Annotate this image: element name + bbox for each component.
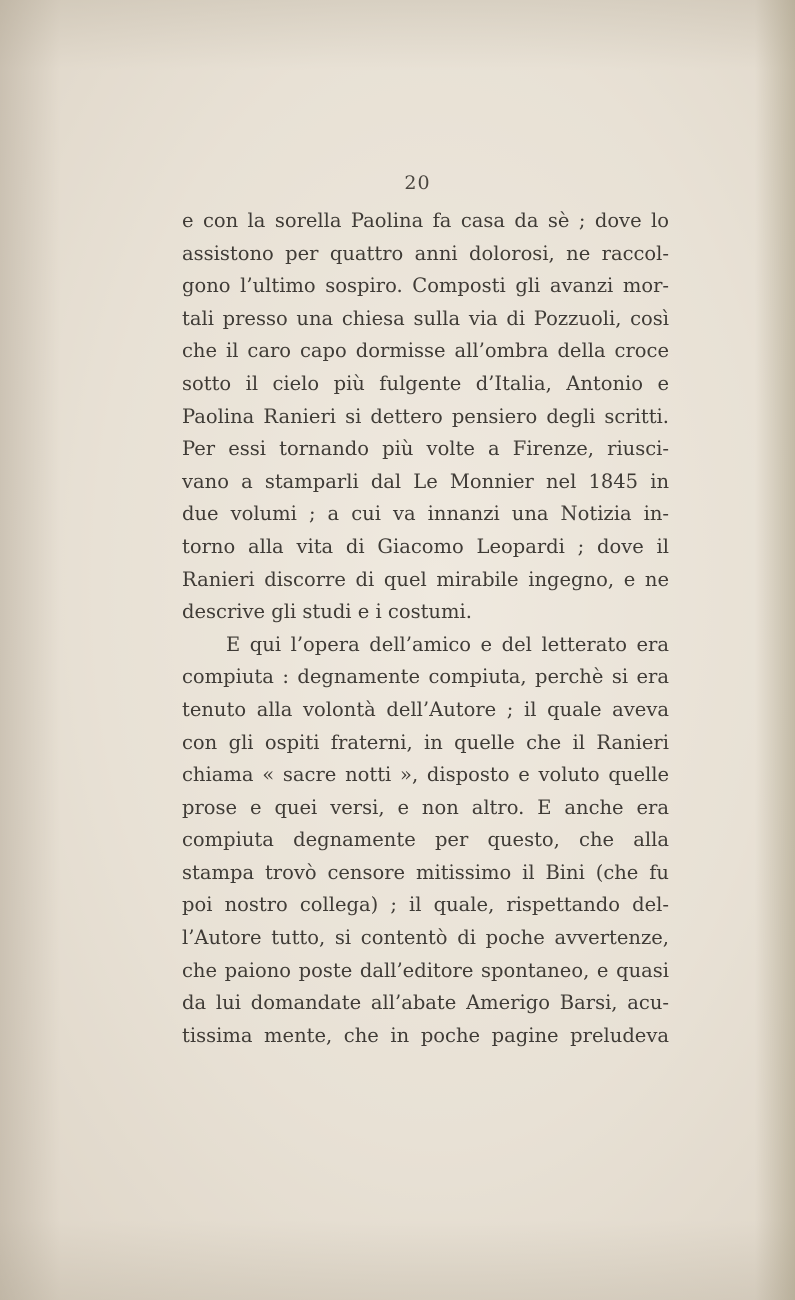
text-line: prose e quei versi, e non altro. E anche era xyxy=(182,795,669,819)
text-line: con gli ospiti fraterni, in quelle che il Ranieri xyxy=(182,730,669,754)
text-line: Per essi tornando più volte a Firenze, riusci- xyxy=(182,437,669,461)
text-line: compiuta degnamente per questo, che alla xyxy=(182,828,669,852)
text-line: descrive gli studi e i costumi. xyxy=(182,600,472,624)
text-line: l’Autore tutto, si contentò di poche avvertenze, xyxy=(182,926,669,950)
text-line: sotto il cielo più fulgente d’Italia, Antonio e xyxy=(182,371,669,395)
text-line: chiama « sacre notti », disposto e voluto quelle xyxy=(182,763,669,787)
text-line: e con la sorella Paolina fa casa da sè ; dove lo xyxy=(182,209,669,232)
body-text xyxy=(182,205,669,1052)
text-line: compiuta : degnamente compiuta, perchè si era xyxy=(182,665,669,689)
text-line: tissima mente, che in poche pagine preludeva xyxy=(182,1023,669,1047)
text-line: gono l’ultimo sospiro. Composti gli avanzi mor- xyxy=(182,274,669,298)
text-line: tali presso una chiesa sulla via di Pozzuoli, così xyxy=(182,306,669,330)
text-line: da lui domandate all’abate Amerigo Barsi, acu- xyxy=(182,991,669,1015)
page-edge-shadow-top xyxy=(0,0,795,70)
text-line: due volumi ; a cui va innanzi una Notizia in- xyxy=(182,502,669,526)
page-edge-shadow-bottom xyxy=(0,1220,795,1300)
text-line: tenuto alla volontà dell’Autore ; il quale aveva xyxy=(182,697,669,721)
page-edge-shadow-left xyxy=(0,0,60,1300)
page-edge-shadow-right xyxy=(755,0,795,1300)
text-line: poi nostro collega) ; il quale, rispettando del- xyxy=(182,893,669,917)
text-line: Ranieri discorre di quel mirabile ingegno, e ne xyxy=(182,567,669,591)
text-line-paragraph-start: E qui l’opera dell’amico e del letterato era xyxy=(226,632,669,656)
text-line: Paolina Ranieri si dettero pensiero degli scritti. xyxy=(182,404,669,428)
text-line: torno alla vita di Giacomo Leopardi ; dove il xyxy=(182,534,669,558)
text-line: stampa trovò censore mitissimo il Bini (che fu xyxy=(182,860,669,884)
text-line: che paiono poste dall’editore spontaneo, e quasi xyxy=(182,958,669,982)
text-line: assistono per quattro anni dolorosi, ne raccol- xyxy=(182,241,669,265)
text-line: vano a stamparli dal Le Monnier nel 1845 in xyxy=(182,469,669,493)
page-number: 20 xyxy=(404,172,431,194)
text-line: che il caro capo dormisse all’ombra della croce xyxy=(182,339,669,363)
